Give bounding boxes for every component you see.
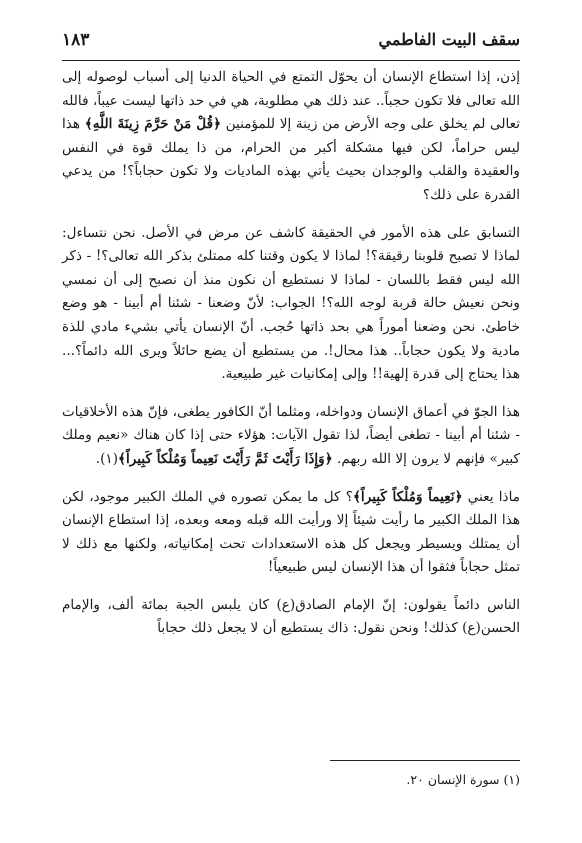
paragraph (62, 222, 520, 387)
body-text (62, 66, 520, 655)
paragraph-text: هذا الجوّ في أعماق الإنسان ودواخله، ومثلما أنّ الكافور يطغى، فإنّ هذه الأخلاقيات - شئنا أم أبينا - تطغى أيضاً، لذا تقول الآيات: هؤلاء حتى إذا كان هناك «نعيم وملك كبير» فإنهم لا يرون إلا الله ربهم. (62, 403, 520, 467)
quran-quote: ﴿وَإِذَا رَأَيْتَ ثَمَّ رَأَيْتَ نَعِيماً وَمُلْكاً كَبِيراً﴾ (118, 450, 333, 467)
paragraph-text: إذن، إذا استطاع الإنسان أن يحوّل التمتع في الحياة الدنيا إلى أسباب لوصوله إلى الله تعالى فلا تكون حجباً.. عند ذلك هي مطلوبة، هي في حد ذاتها ليست عيباً، فالله تعالى لم يخلق على وجه الأرض من زينة إلا للمؤمنين (62, 69, 520, 133)
paragraph-text: (١). (95, 450, 119, 467)
page-number: ١٨٣ (62, 30, 90, 50)
footnote: (١) سورة الإنسان ٢٠. (406, 772, 520, 787)
footnote-divider (330, 760, 520, 761)
quran-quote: ﴿قُلْ مَنْ حَرَّمَ زِينَةَ اللَّهِ﴾ (84, 116, 222, 133)
header-divider (62, 60, 520, 61)
paragraph (62, 594, 520, 641)
page-header (62, 30, 520, 56)
quran-quote: ﴿نَعِيماً وَمُلْكاً كَبِيراً﴾ (352, 488, 463, 505)
paragraph (62, 486, 520, 580)
paragraph (62, 401, 520, 472)
paragraph (62, 66, 520, 208)
paragraph-text: الناس دائماً يقولون: إنّ الإمام الصادق(ع) كان يلبس الجبة بمائة ألف، والإمام الحسن(ع) كذلك! ونحن نقول: ذاك يستطيع أن لا يجعل ذلك حجاباً (62, 596, 520, 637)
paragraph-text: ؟ كل ما يمكن تصوره في الملك الكبير موجود، لكن هذا الملك الكبير ما رأيت شيئاً إلا ورأيت الله قبله ومعه وبعده، إذا استطاع الإنسان أن يمتلك ويسيطر ويجعل كل هذه الاستعدادات تحت إمكانياته، ولكنها مع ذلك لا تمثل حجاباً فثقوا أن هذا الإنسان ليس طبيعياً! (62, 488, 520, 576)
paragraph-text: التسابق على هذه الأمور في الحقيقة كاشف عن مرض في الأصل. نحن نتساءل: لماذا لا تصبح قلوبنا رقيقة؟! لماذا لا يكون وقتنا كله ممتلئ بذكر الله تعالى؟! - ذكر الله ليس فقط باللسان - لماذا لا نستطيع أن نكون منذ أن نصبح إلى أن نمسي ونحن نعيش حالة قربة لوجه الله؟! الجواب: لأنّ وضعنا - شئنا أم أبينا - هو وضع خاطئ. نحن وضعنا أموراً هي بحد ذاتها حُجب. أنّ الإنسان يأتي بشيء مادي للذة مادية ولا يكون حجاباً.. هذا محال!. من يستطيع أن يضع حائلاً ويرى الله دائماً؟... هذا يحتاج إلى قدرة إلهية!! وإلى إمكانيات غير طبيعية. (62, 224, 520, 383)
paragraph-text: ماذا يعني (462, 488, 520, 505)
paragraph-text: هذا ليس حراماً، لكن فيها مشكلة أكبر من الحرام، من ذا يملك قوة في النفس والعقيدة والقلب والوجدان بحيث يأتي بهذه الماديات ولا تكون حجاباً؟! من يدعي القدرة على ذلك؟ (62, 116, 520, 203)
running-title: سقف البيت الفاطمي (378, 30, 520, 49)
